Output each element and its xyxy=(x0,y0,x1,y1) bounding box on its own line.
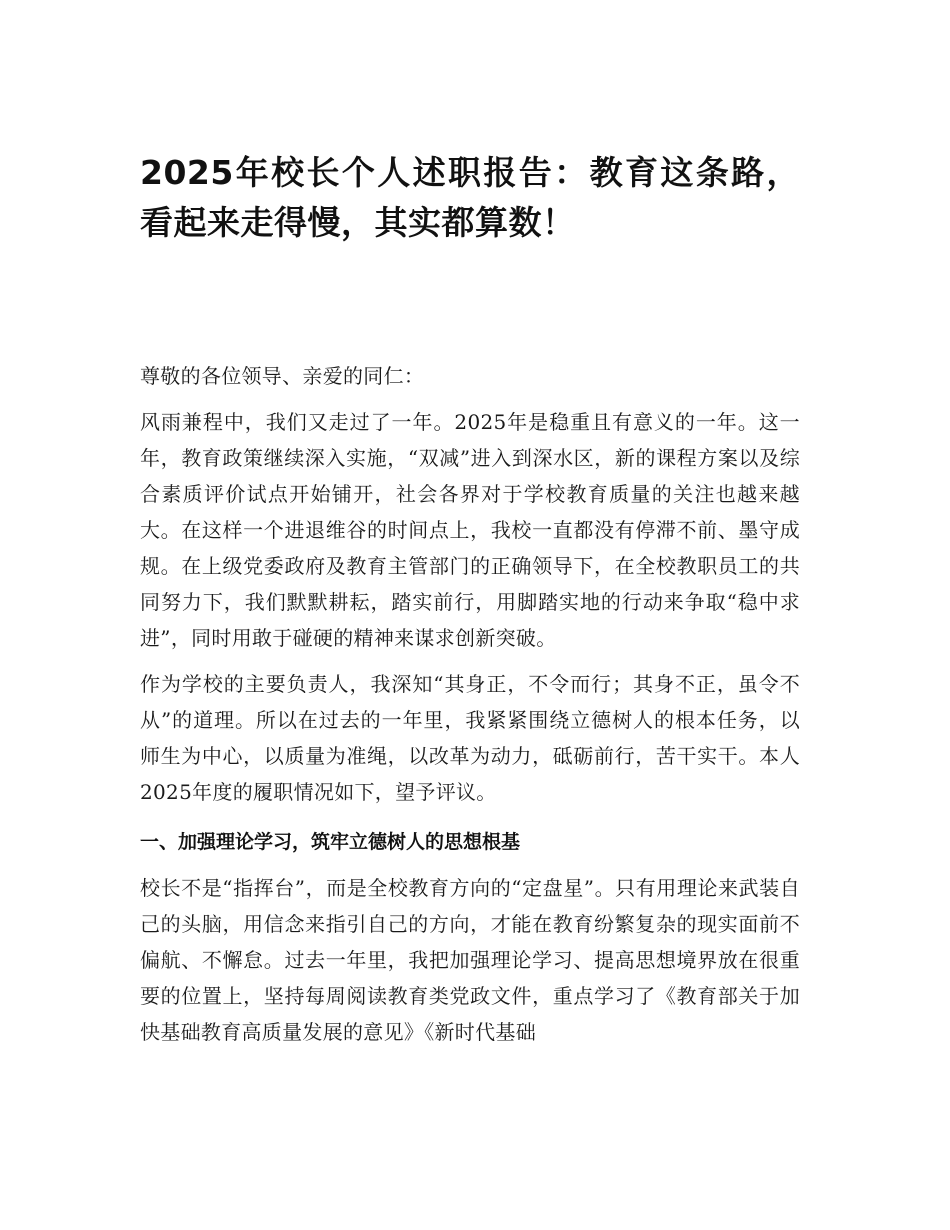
document-body xyxy=(140,148,800,1050)
salutation: 尊敬的各位领导、亲爱的同仁： xyxy=(140,364,425,388)
document-title: 2025年校长个人述职报告：教育这条路，看起来走得慢，其实都算数！ xyxy=(140,153,800,242)
section-heading: 一、加强理论学习，筑牢立德树人的思想根基 xyxy=(140,831,521,853)
paragraph-theory-study: 校长不是“指挥台”，而是全校教育方向的“定盘星”。只有用理论来武装自己的头脑，用信念来指引自己的方向，才能在教育纷繁复杂的现实面前不偏航、不懈怠。过去一年里，我把加强理论学习、提高思想境界放在很重要的位置上，坚持每周阅读教育类党政文件，重点学习了《教育部关于加快基础教育高质量发展的意见》《新时代基础 xyxy=(140,876,800,1044)
paragraph-intro: 风雨兼程中，我们又走过了一年。2025年是稳重且有意义的一年。这一年，教育政策继续深入实施，“双减”进入到深水区，新的课程方案以及综合素质评价试点开始铺开，社会各界对于学校教育质量的关注也越来越大。在这样一个进退维谷的时间点上，我校一直都没有停滞不前、墨守成规。在上级党委政府及教育主管部门的正确领导下，在全校教职员工的共同努力下，我们默默耕耘，踏实前行，用脚踏实地的行动来争取“稳中求进”，同时用敢于碰硬的精神来谋求创新突破。 xyxy=(140,410,800,650)
paragraph-responsibility: 作为学校的主要负责人，我深知“其身正，不令而行；其身不正，虽令不从”的道理。所以在过去的一年里，我紧紧围绕立德树人的根本任务，以师生为中心，以质量为准绳，以改革为动力，砥砺前行，苦干实干。本人2025年度的履职情况如下，望予评议。 xyxy=(140,672,800,804)
